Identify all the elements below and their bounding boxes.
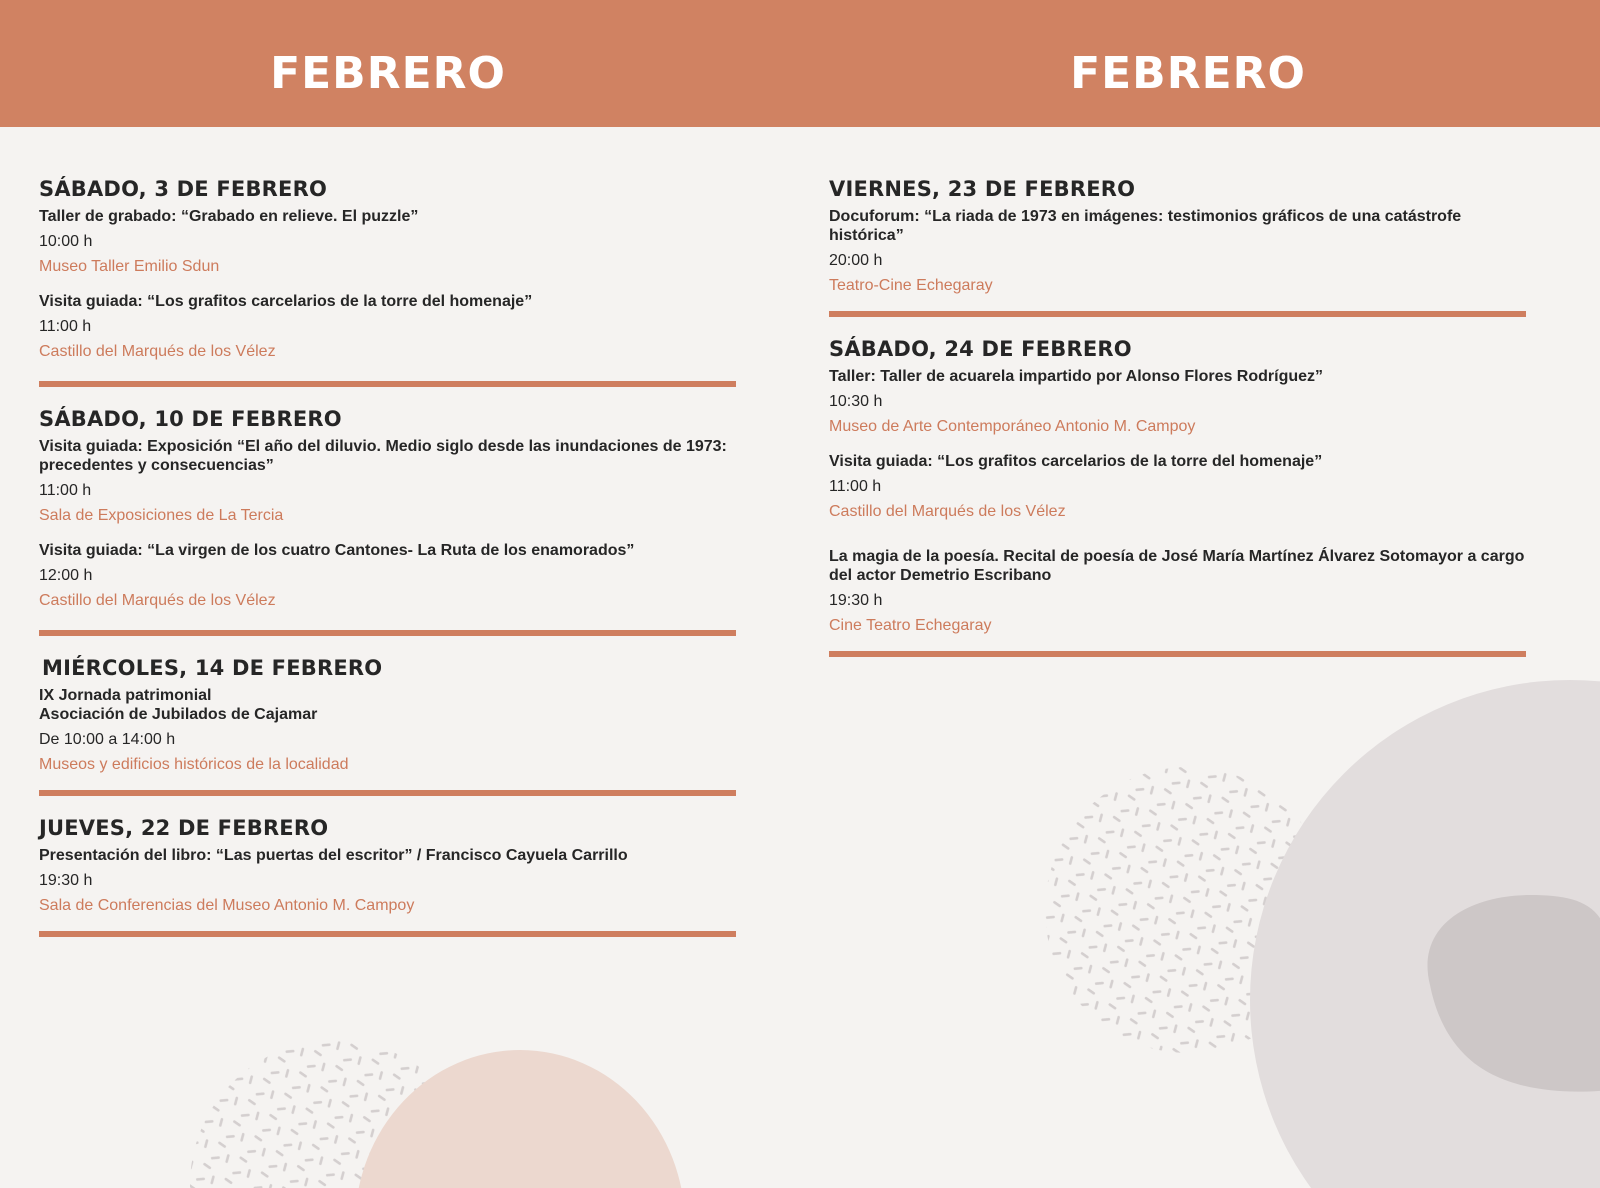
right-column — [829, 175, 1529, 675]
event-venue: Castillo del Marqués de los Vélez — [39, 343, 276, 360]
day-heading: VIERNES, 23 DE FEBRERO — [829, 177, 1136, 201]
section-divider — [39, 931, 736, 937]
event-time: 12:00 h — [39, 567, 93, 584]
event-venue: Teatro-Cine Echegaray — [829, 277, 993, 294]
event-time: 10:00 h — [39, 233, 93, 250]
event-title: Taller de grabado: “Grabado en relieve. El puzzle” — [39, 208, 419, 225]
gray-blob-dark — [1428, 895, 1600, 1092]
day-heading: SÁBADO, 24 DE FEBRERO — [829, 337, 1132, 361]
section-divider — [39, 630, 736, 636]
gray-circle-large — [1250, 680, 1600, 1188]
day-section — [39, 814, 739, 917]
day-heading: JUEVES, 22 DE FEBRERO — [39, 816, 329, 840]
event-time: De 10:00 a 14:00 h — [39, 731, 176, 748]
event-item — [39, 686, 739, 776]
dotted-circle-left — [190, 1040, 480, 1188]
pink-blob — [355, 1050, 685, 1188]
event-time: 20:00 h — [829, 252, 883, 269]
left-column — [39, 175, 739, 955]
event-venue: Museo Taller Emilio Sdun — [39, 258, 220, 275]
event-time: 19:30 h — [39, 872, 93, 889]
day-section — [39, 175, 739, 363]
event-title: Visita guiada: “Los grafitos carcelarios de la torre del homenaje” — [39, 293, 533, 310]
event-item — [829, 547, 1529, 637]
dotted-circle-right — [1045, 767, 1331, 1053]
section-divider — [829, 311, 1526, 317]
event-item — [39, 846, 739, 917]
event-venue: Museos y edificios históricos de la localidad — [39, 756, 349, 773]
event-venue: Museo de Arte Contemporáneo Antonio M. Campoy — [829, 418, 1196, 435]
event-item — [829, 207, 1529, 297]
day-heading: SÁBADO, 3 DE FEBRERO — [39, 177, 327, 201]
header-bar — [0, 0, 1600, 127]
event-item — [39, 207, 739, 278]
event-item — [39, 292, 739, 363]
event-venue: Castillo del Marqués de los Vélez — [39, 592, 276, 609]
event-item — [829, 452, 1529, 523]
event-time: 19:30 h — [829, 592, 883, 609]
event-time: 11:00 h — [39, 482, 92, 499]
event-venue: Castillo del Marqués de los Vélez — [829, 503, 1066, 520]
event-title: Visita guiada: “La virgen de los cuatro Cantones- La Ruta de los enamorados” — [39, 542, 635, 559]
event-item — [39, 437, 739, 527]
event-title: IX Jornada patrimonial — [39, 687, 212, 704]
event-title: La magia de la poesía. Recital de poesía de José María Martínez Álvarez Sotomayor a cargo del actor Demetrio Escribano — [829, 548, 1525, 584]
day-section — [829, 335, 1529, 637]
event-title-line-2: Asociación de Jubilados de Cajamar — [39, 706, 318, 723]
month-title-right: FEBRERO — [1070, 48, 1306, 99]
event-title: Visita guiada: Exposición “El año del diluvio. Medio siglo desde las inundaciones de 1973: precedentes y consecuencias” — [39, 438, 727, 474]
event-time: 10:30 h — [829, 393, 883, 410]
day-section — [39, 405, 739, 612]
event-time: 11:00 h — [829, 478, 882, 495]
event-title: Taller: Taller de acuarela impartido por Alonso Flores Rodríguez” — [829, 368, 1324, 385]
event-item — [39, 541, 739, 612]
event-title: Presentación del libro: “Las puertas del escritor” / Francisco Cayuela Carrillo — [39, 847, 628, 864]
event-title: Visita guiada: “Los grafitos carcelarios de la torre del homenaje” — [829, 453, 1323, 470]
day-section — [39, 654, 739, 776]
event-venue: Sala de Exposiciones de La Tercia — [39, 507, 284, 524]
day-heading: MIÉRCOLES, 14 DE FEBRERO — [42, 656, 383, 680]
event-title: Docuforum: “La riada de 1973 en imágenes: testimonios gráficos de una catástrofe histórica” — [829, 208, 1462, 244]
event-venue: Cine Teatro Echegaray — [829, 617, 992, 634]
day-heading: SÁBADO, 10 DE FEBRERO — [39, 407, 342, 431]
section-divider — [39, 381, 736, 387]
event-time: 11:00 h — [39, 318, 92, 335]
event-item — [829, 367, 1529, 438]
event-venue: Sala de Conferencias del Museo Antonio M. Campoy — [39, 897, 415, 914]
month-title-left: FEBRERO — [270, 48, 506, 99]
section-divider — [829, 651, 1526, 657]
day-section — [829, 175, 1529, 297]
section-divider — [39, 790, 736, 796]
